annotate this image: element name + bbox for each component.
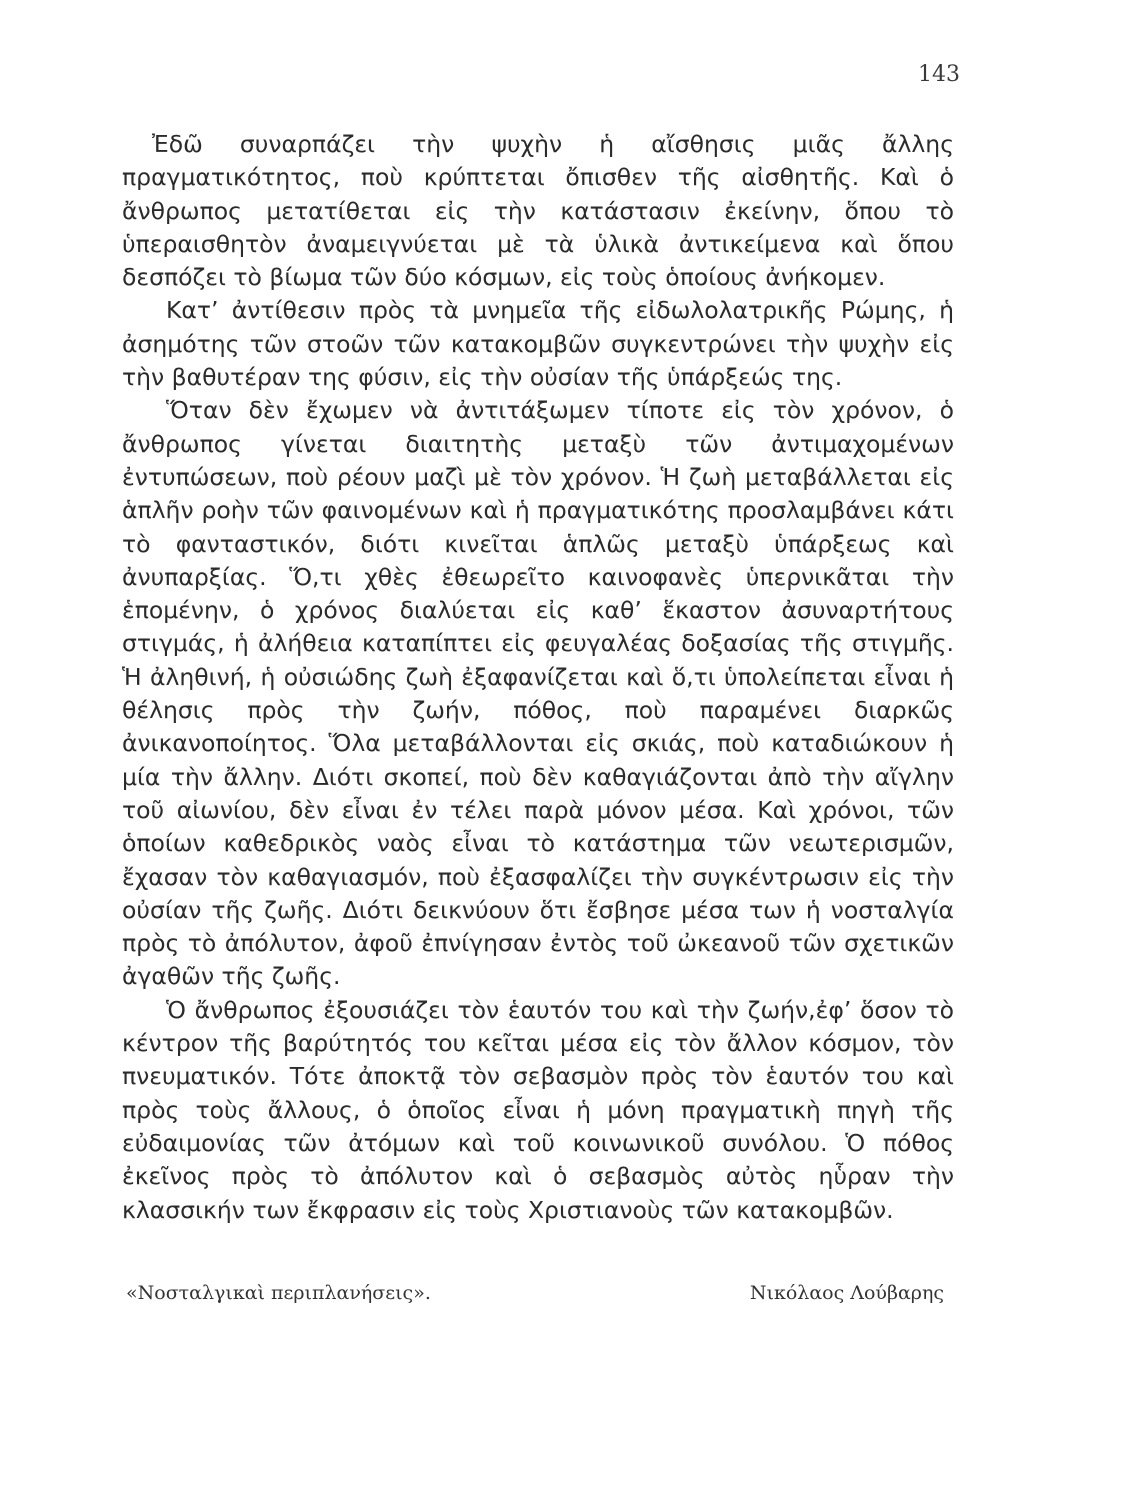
author-name: Νικόλαος Λούβαρης — [749, 1282, 944, 1304]
paragraph: Κατ’ ἀντίθεσιν πρὸς τὰ μνημεῖα τῆς εἰδωλολατρικῆς Ρώμης, ἡ ἀσημότης τῶν στοῶν τῶν κατακομβῶν συγκεντρώνει τὴν ψυχὴν εἰς τὴν βαθυτέραν της φύσιν, εἰς τὴν οὐσίαν τῆς ὑπάρξεώς της. — [122, 296, 954, 392]
paragraph: Ὅταν δὲν ἔχωμεν νὰ ἀντιτάξωμεν τίποτε εἰς τὸν χρόνον, ὁ ἄνθρωπος γίνεται διαιτητὴς μεταξὺ τῶν ἀντιμαχομένων ἐντυπώσεων, ποὺ ρέουν μαζὶ μὲ τὸν χρόνον. Ἡ ζωὴ μεταβάλλεται εἰς ἁπλῆν ροὴν τῶν φαινομένων καὶ ἡ πραγματικότης προσλαμβάνει κάτι τὸ φανταστικόν, διότι κινεῖται ἁπλῶς μεταξὺ ὑπάρξεως καὶ ἀνυπαρξίας. Ὅ,τι χθὲς ἐθεωρεῖτο καινοφανὲς ὑπερνικᾶται τὴν ἑπομένην, ὁ χρόνος διαλύεται εἰς καθ’ ἕκαστον ἀσυναρτήτους στιγμάς, ἡ ἀλήθεια καταπίπτει εἰς φευγαλέας δοξασίας τῆς στιγμῆς. Ἡ ἀληθινή, ἡ οὐσιώδης ζωὴ ἐξαφανίζεται καὶ ὅ,τι ὑπολείπεται εἶναι ἡ θέλησις πρὸς τὴν ζωήν, πόθος, ποὺ παραμένει διαρκῶς ἀνικανοποίητος. Ὅλα μεταβάλλονται εἰς σκιάς, ποὺ καταδιώκουν ἡ μία τὴν ἄλλην. Διότι σκοπεί, ποὺ δὲν καθαγιάζονται ἀπὸ τὴν αἴγλην τοῦ αἰωνίου, δὲν εἶναι ἐν τέλει παρὰ μόνον μέσα. Καὶ χρόνοι, τῶν ὁποίων καθεδρικὸς ναὸς εἶναι τὸ κατάστημα τῶν νεωτερισμῶν, ἔχασαν τὸν καθαγιασμόν, ποὺ ἐξασφαλίζει τὴν συγκέντρωσιν εἰς τὴν οὐσίαν τῆς ζωῆς. Διότι δεικνύουν ὅτι ἔσβησε μέσα των ἡ νοσταλγία πρὸς τὸ ἀπόλυτον, ἀφοῦ ἐπνίγησαν ἐντὸς τοῦ ὠκεανοῦ τῶν σχετικῶν ἀγαθῶν τῆς ζωῆς. — [122, 396, 954, 991]
article-body — [122, 128, 954, 1227]
paragraph: Ὁ ἄνθρωπος ἐξουσιάζει τὸν ἑαυτόν του καὶ τὴν ζωήν,ἐφ’ ὅσον τὸ κέντρον τῆς βαρύτητός του κεῖται μέσα εἰς τὸν ἄλλον κόσμον, τὸν πνευματικόν. Τότε ἀποκτᾷ τὸν σεβασμὸν πρὸς τὸν ἑαυτόν του καὶ πρὸς τοὺς ἄλλους, ὁ ὁποῖος εἶναι ἡ μόνη πραγματικὴ πηγὴ τῆς εὐδαιμονίας τῶν ἀτόμων καὶ τοῦ κοινωνικοῦ συνόλου. Ὁ πόθος ἐκεῖνος πρὸς τὸ ἀπόλυτον καὶ ὁ σεβασμὸς αὐτὸς ηὗραν τὴν κλασσικήν των ἔκφρασιν εἰς τοὺς Χριστιανοὺς τῶν κατακομβῶν. — [122, 995, 954, 1224]
source-title: «Νοσταλγικαὶ περιπλανήσεις». — [126, 1282, 431, 1304]
page-number: 143 — [918, 62, 960, 87]
paragraph: Ἐδῶ συναρπάζει τὴν ψυχὴν ἡ αἴσθησις μιᾶς ἄλλης πραγματικότητος, ποὺ κρύπτεται ὄπισθεν τῆς αἰσθητῆς. Καὶ ὁ ἄνθρωπος μετατίθεται εἰς τὴν κατάστασιν ἐκείνην, ὅπου τὸ ὑπεραισθητὸν ἀναμειγνύεται μὲ τὰ ὑλικὰ ἀντικείμενα καὶ ὅπου δεσπόζει τὸ βίωμα τῶν δύο κόσμων, εἰς τοὺς ὁποίους ἀνήκομεν. — [122, 130, 954, 292]
